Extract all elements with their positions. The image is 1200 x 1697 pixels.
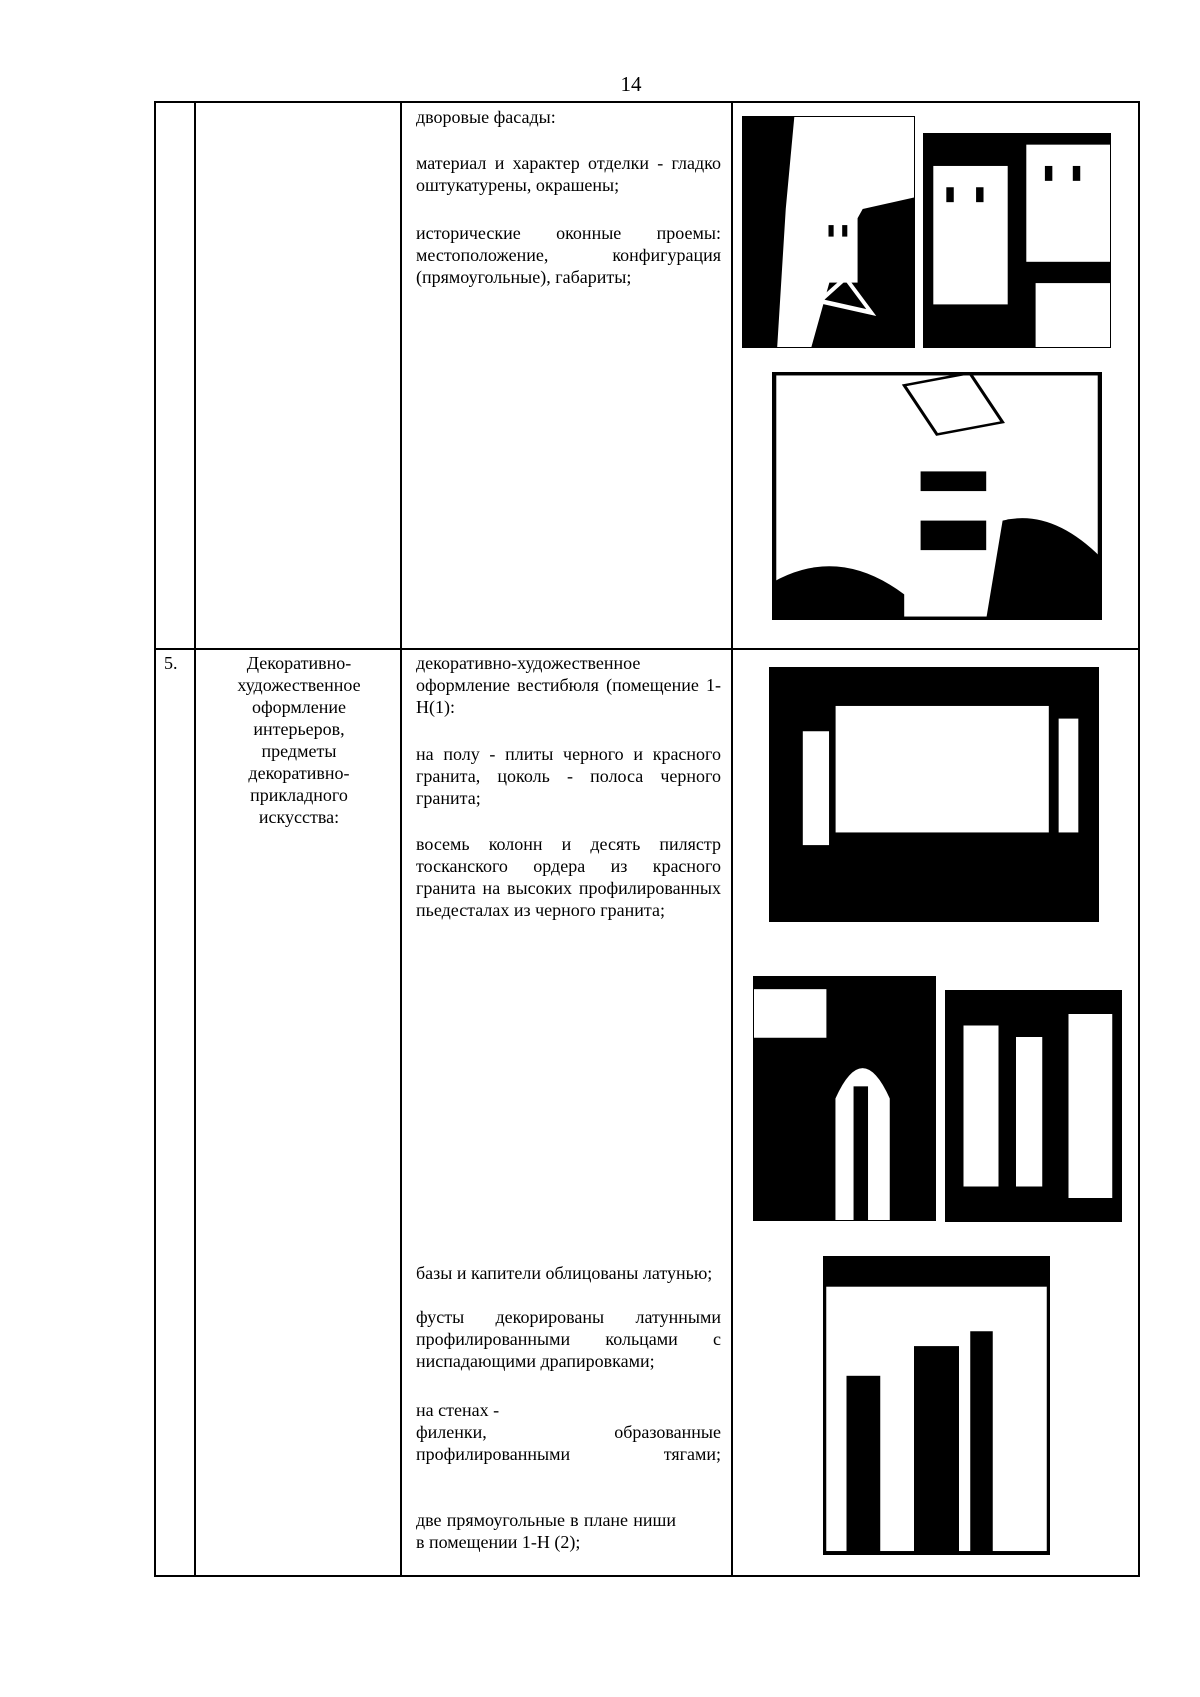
vestibule-heading: декоративно-художественное оформление вестибюля (помещение 1-Н(1): xyxy=(416,653,721,717)
page-number: 14 xyxy=(620,72,642,96)
niches-text: две прямоугольные в плане ниши в помещении 1-Н (2); xyxy=(416,1510,676,1552)
column-divider xyxy=(400,103,402,1575)
historic-windows-text: исторические оконные проемы: местоположение, конфигурация (прямоугольные), габариты; xyxy=(416,223,721,287)
row-number: 5. xyxy=(164,653,178,673)
shafts-text: фусты декорированы латунными профилированными кольцами с ниспадающими драпировками; xyxy=(416,1307,721,1371)
photo-vestibule-3 xyxy=(945,990,1122,1222)
finish-material-text: материал и характер отделки - гладко оштукатурены, окрашены; xyxy=(416,153,721,195)
row-title: Декоративно-художественное оформление интерьеров, предметы декоративно-прикладного искусства: xyxy=(237,653,361,827)
floor-text: на полу - плиты черного и красного гранита, цоколь - полоса черного гранита; xyxy=(416,744,721,808)
photo-courtyard-3 xyxy=(772,372,1102,620)
panels-text: филенки, образованные профилированными тягами; xyxy=(416,1422,721,1464)
columns-text: восемь колонн и десять пилястр тосканского ордера из красного гранита на высоких профилированных пьедесталах из черного гранита; xyxy=(416,834,721,920)
photo-courtyard-1 xyxy=(742,116,915,348)
row-divider xyxy=(156,648,1138,650)
photo-vestibule-2 xyxy=(753,976,936,1221)
column-divider xyxy=(194,103,196,1575)
photo-vestibule-1 xyxy=(769,667,1099,922)
photo-courtyard-2 xyxy=(923,133,1111,348)
courtyard-facades-heading: дворовые фасады: xyxy=(416,107,556,127)
column-divider xyxy=(731,103,733,1575)
walls-text: на стенах - xyxy=(416,1400,500,1420)
photo-vestibule-4 xyxy=(823,1256,1050,1555)
bases-text: базы и капители облицованы латунью; xyxy=(416,1263,713,1283)
